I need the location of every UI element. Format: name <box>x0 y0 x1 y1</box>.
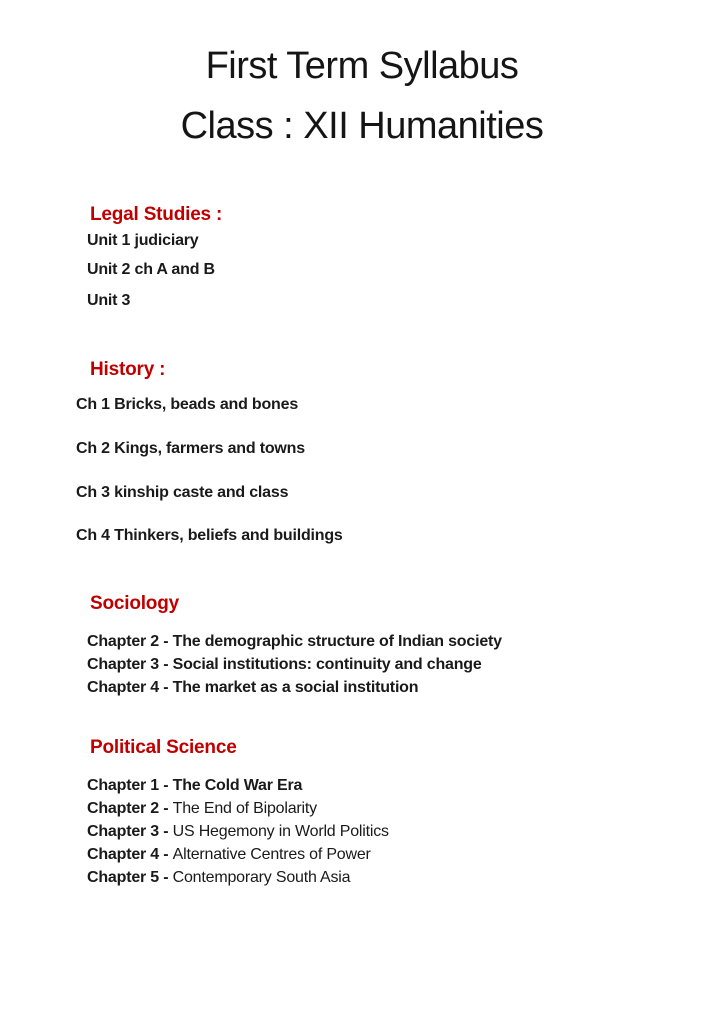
section-heading-political-science: Political Science <box>90 737 237 758</box>
syllabus-item-polsci-2 <box>87 799 317 819</box>
document-subtitle: Class : XII Humanities <box>180 105 544 147</box>
syllabus-item-legal-1: Unit 1 judiciary <box>87 232 199 249</box>
chapter-title: US Hegemony in World Politics <box>172 823 389 840</box>
chapter-title: Alternative Centres of Power <box>172 846 371 863</box>
syllabus-item-polsci-4 <box>87 845 371 865</box>
section-heading-legal-studies: Legal Studies : <box>90 204 223 225</box>
syllabus-item-legal-3: Unit 3 <box>87 292 131 309</box>
chapter-prefix: Chapter 4 - <box>87 846 173 863</box>
chapter-prefix: Chapter 3 - <box>87 823 173 840</box>
chapter-title: Contemporary South Asia <box>172 869 351 886</box>
syllabus-item-polsci-1 <box>87 776 302 796</box>
section-heading-history: History : <box>90 359 166 380</box>
syllabus-item-polsci-3 <box>87 822 389 842</box>
syllabus-item-sociology-2: Chapter 3 - Social institutions: continuity and change <box>87 656 482 673</box>
syllabus-item-history-4: Ch 4 Thinkers, beliefs and buildings <box>76 527 343 544</box>
syllabus-item-history-1: Ch 1 Bricks, beads and bones <box>76 396 299 413</box>
document-title: First Term Syllabus <box>205 45 519 87</box>
syllabus-item-polsci-5 <box>87 868 350 888</box>
syllabus-item-sociology-1: Chapter 2 - The demographic structure of Indian society <box>87 633 502 650</box>
syllabus-item-sociology-3: Chapter 4 - The market as a social institution <box>87 679 419 696</box>
syllabus-item-history-2: Ch 2 Kings, farmers and towns <box>76 440 305 457</box>
section-heading-sociology: Sociology <box>90 593 179 614</box>
syllabus-item-history-3: Ch 3 kinship caste and class <box>76 484 289 501</box>
chapter-prefix: Chapter 2 - <box>87 800 173 817</box>
chapter-prefix: Chapter 5 - <box>87 869 173 886</box>
chapter-title: The End of Bipolarity <box>172 800 317 817</box>
chapter-text: Chapter 1 - The Cold War Era <box>87 777 303 794</box>
syllabus-item-legal-2: Unit 2 ch A and B <box>87 261 215 278</box>
